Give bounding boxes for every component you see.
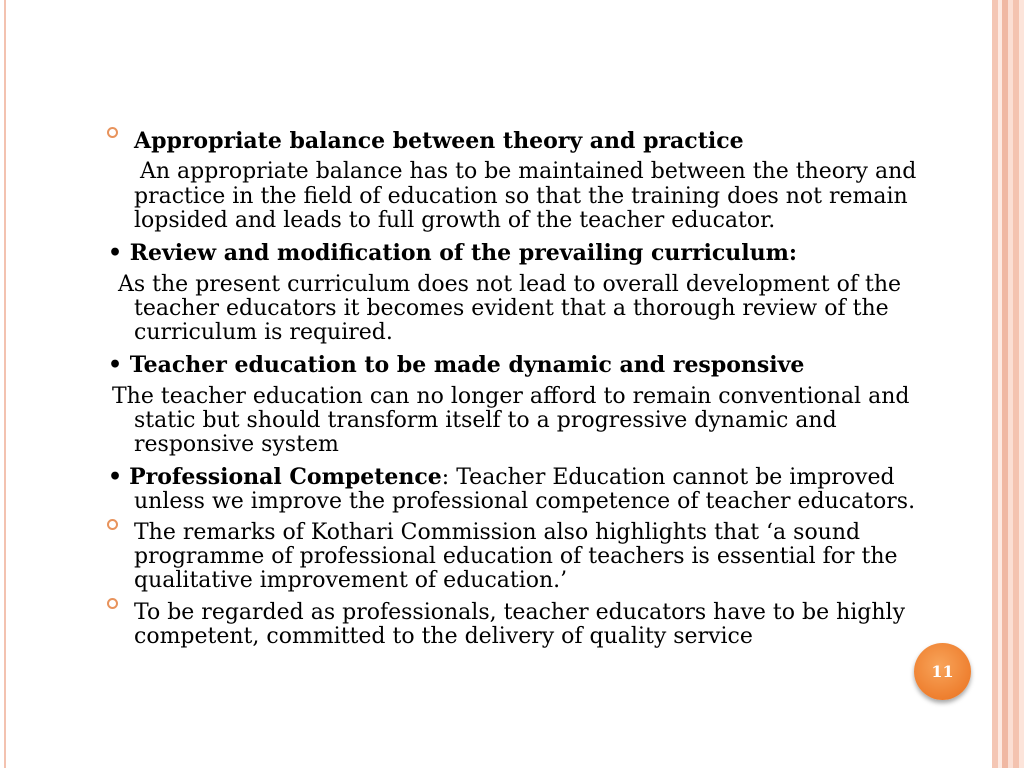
bullet-dot: •	[108, 352, 123, 378]
circle-bullet-icon	[107, 598, 118, 609]
circle-bullet-icon	[107, 519, 118, 530]
heading-text: Review and modification of the prevailing curriculum:	[129, 240, 798, 266]
body-line: static but should transform itself to a progressive dynamic and	[134, 408, 837, 433]
heading-text: Professional Competence	[129, 464, 442, 490]
heading-text: Teacher education to be made dynamic and responsive	[129, 352, 805, 378]
body-line: curriculum is required.	[134, 320, 393, 345]
body-line: responsive system	[134, 432, 339, 457]
remark-line: competent, committed to the delivery of quality service	[134, 624, 753, 649]
remark-line: programme of professional education of teachers is essential for the	[134, 544, 898, 569]
page-number: 11	[931, 662, 954, 681]
body-line: An appropriate balance has to be maintained between the theory and	[140, 159, 917, 184]
circle-bullet-icon	[107, 127, 118, 138]
bullet-dot: •	[108, 240, 123, 266]
section-heading-dynamic	[108, 353, 804, 377]
body-line: As the present curriculum does not lead to overall development of the	[118, 272, 902, 297]
section-heading-curriculum	[108, 241, 797, 265]
remark-line: To be regarded as professionals, teacher educators have to be highly	[134, 600, 906, 625]
section-heading-competence	[108, 465, 895, 490]
section-heading-balance: Appropriate balance between theory and practice	[134, 128, 744, 154]
remark-line: The remarks of Kothari Commission also highlights that ‘a sound	[134, 520, 861, 545]
remark-line: qualitative improvement of education.’	[134, 568, 568, 593]
body-line: teacher educators it becomes evident that a thorough review of the	[134, 296, 889, 321]
body-line: unless we improve the professional competence of teacher educators.	[134, 489, 916, 514]
body-line: lopsided and leads to full growth of the teacher educator.	[134, 208, 776, 233]
page-number-badge	[914, 643, 971, 700]
bullet-dot: •	[108, 464, 123, 490]
body-line: practice in the field of education so that the training does not remain	[134, 184, 908, 209]
heading-rest-text: : Teacher Education cannot be improved	[441, 465, 895, 490]
body-line: The teacher education can no longer afford to remain conventional and	[112, 384, 910, 409]
